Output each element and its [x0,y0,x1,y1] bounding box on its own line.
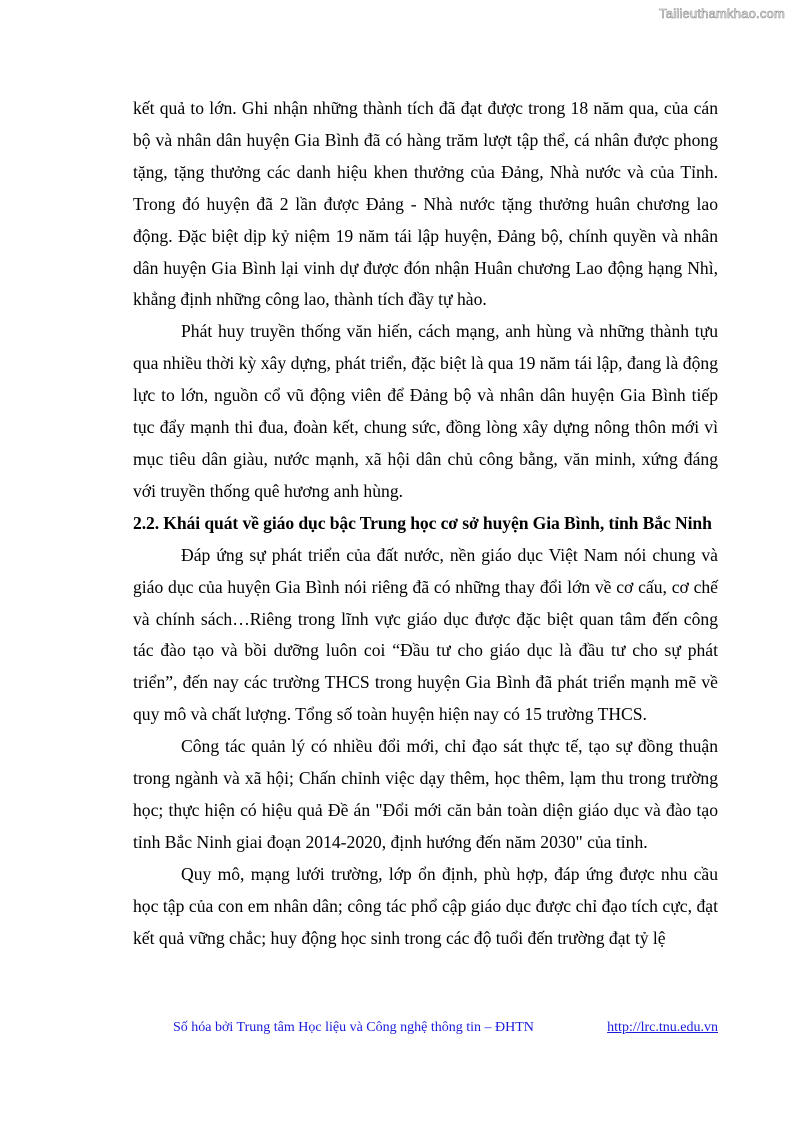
watermark: Tailieuthamkhao.com [659,6,785,21]
paragraph-education-overview: Đáp ứng sự phát triển của đất nước, nền giáo dục Việt Nam nói chung và giáo dục của huyện Gia Bình nói riêng đã có những thay đổi lớn về cơ cấu, cơ chế và chính sách…Riêng trong lĩnh vực giáo dục được đặc biệt quan tâm đến công tác đào tạo và bồi dưỡng luôn coi “Đầu tư cho giáo dục là đầu tư cho sự phát triển”, đến nay các trường THCS trong huyện Gia Bình đã phát triển mạnh mẽ về quy mô và chất lượng. Tổng số toàn huyện hiện nay có 15 trường THCS. [133,544,718,725]
paragraph-management: Công tác quản lý có nhiều đổi mới, chỉ đạo sát thực tế, tạo sự đồng thuận trong ngành và xã hội; Chấn chỉnh việc dạy thêm, học thêm, lạm thu trong trường học; thực hiện có hiệu quả Đề án "Đổi mới căn bản toàn diện giáo dục và đào tạo tỉnh Bắc Ninh giai đoạn 2014-2020, định hướng đến năm 2030" của tỉnh. [133,736,718,852]
paragraph-scale: Quy mô, mạng lưới trường, lớp ổn định, phù hợp, đáp ứng được nhu cầu học tập của con em nhân dân; công tác phổ cập giáo dục được chỉ đạo tích cực, đạt kết quả vững chắc; huy động học sinh trong các độ tuổi đến trường đạt tỷ lệ [133,863,718,948]
footer-attribution: Số hóa bởi Trung tâm Học liệu và Công nghệ thông tin – ĐHTN [173,1020,534,1035]
section-heading: 2.2. Khái quát về giáo dục bậc Trung học cơ sở huyện Gia Bình, tỉnh Bắc Ninh [133,512,712,533]
paragraph-tradition: Phát huy truyền thống văn hiến, cách mạng, anh hùng và những thành tựu qua nhiều thời kỳ xây dựng, phát triển, đặc biệt là qua 19 năm tái lập, đang là động lực to lớn, nguồn cổ vũ động viên để Đảng bộ và nhân dân huyện Gia Bình tiếp tục đẩy mạnh thi đua, đoàn kết, chung sức, đồng lòng xây dựng nông thôn mới vì mục tiêu dân giàu, nước mạnh, xã hội dân chủ công bằng, văn minh, xứng đáng với truyền thống quê hương anh hùng. [133,321,718,501]
paragraph-achievements: kết quả to lớn. Ghi nhận những thành tích đã đạt được trong 18 năm qua, của cán bộ và nhân dân huyện Gia Bình đã có hàng trăm lượt tập thể, cá nhân được phong tặng, tặng thưởng các danh hiệu khen thưởng của Đảng, Nhà nước và của Tỉnh. Trong đó huyện đã 2 lần được Đảng - Nhà nước tặng thưởng huân chương lao động. Đặc biệt dịp kỷ niệm 19 năm tái lập huyện, Đảng bộ, chính quyền và nhân dân huyện Gia Bình lại vinh dự được đón nhận Huân chương Lao động hạng Nhì, khẳng định những công lao, thành tích đầy tự hào. [133,98,718,310]
footer-link[interactable]: http://lrc.tnu.edu.vn [607,1020,718,1035]
document-body [133,93,718,954]
